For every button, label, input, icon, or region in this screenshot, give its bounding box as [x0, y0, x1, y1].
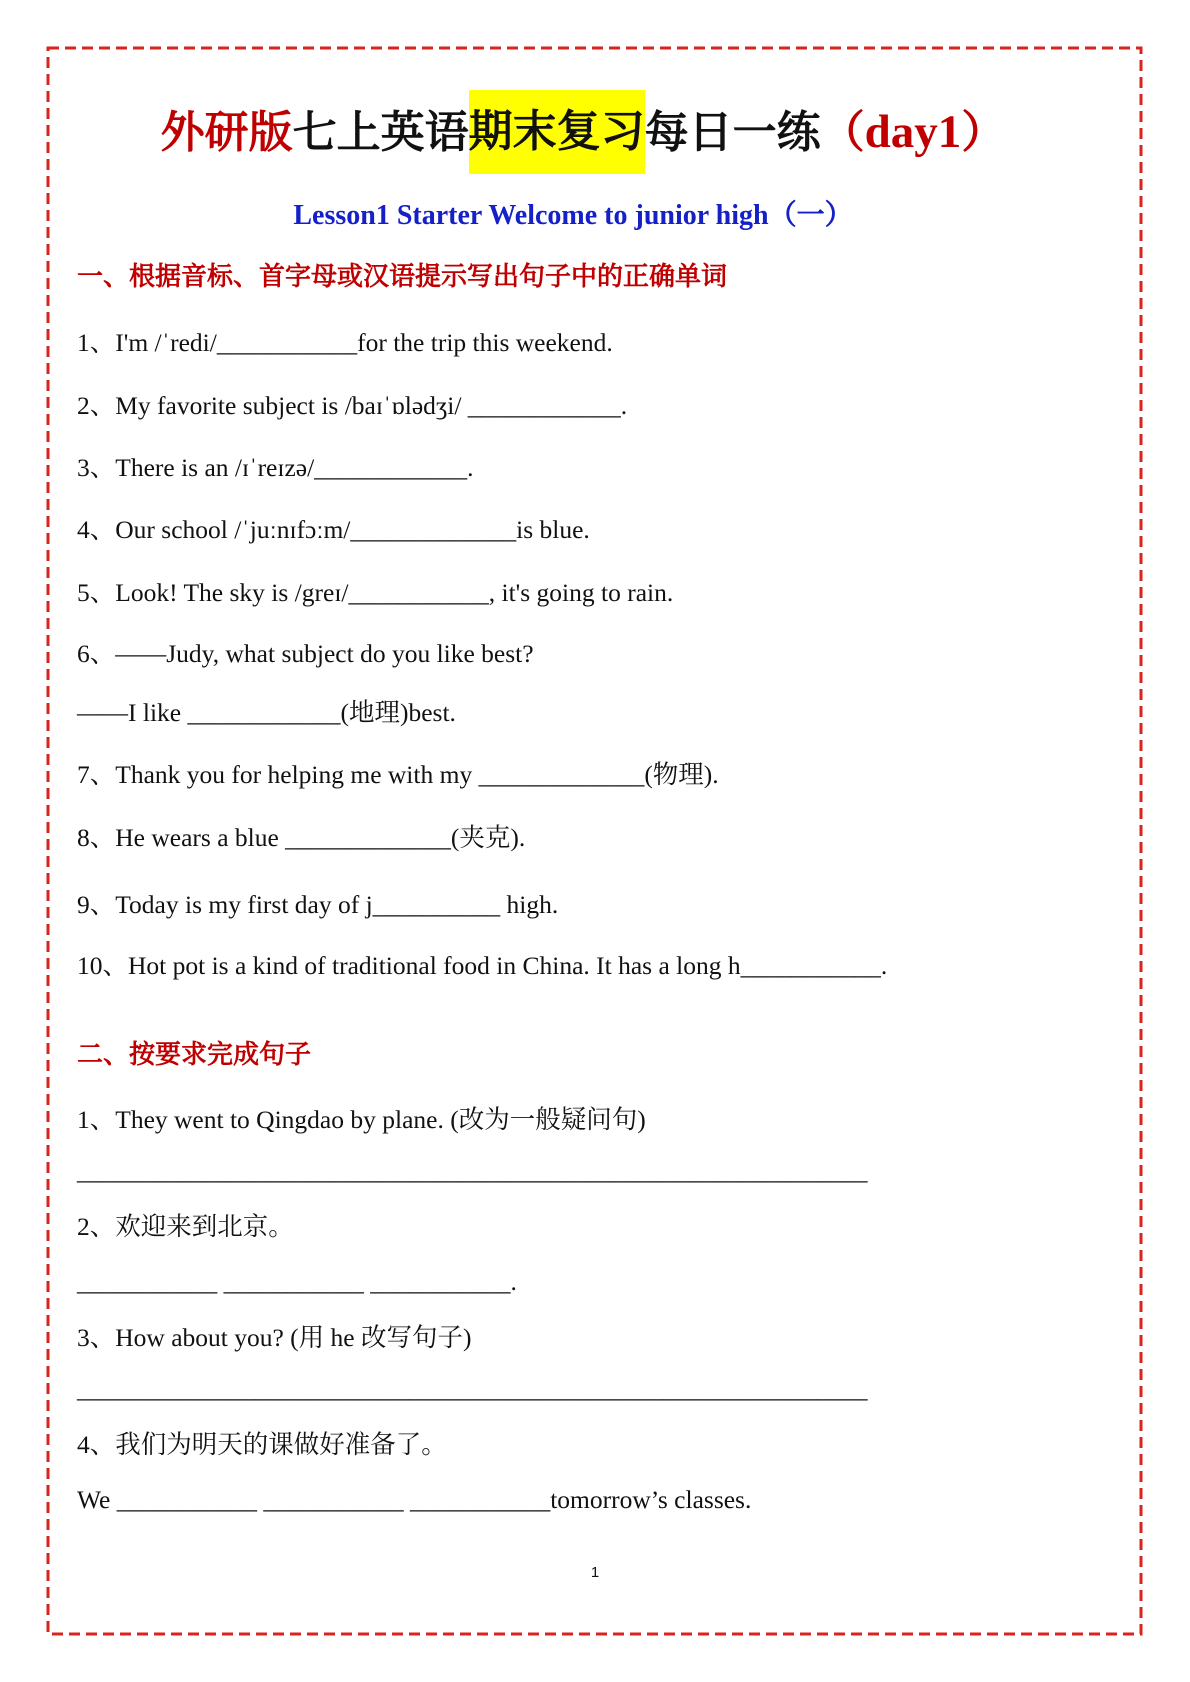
section1-heading: 一、根据音标、首字母或汉语提示写出句子中的正确单词 — [77, 262, 728, 292]
lesson-part: （一） — [768, 198, 853, 231]
title-open-paren: （ — [820, 107, 865, 158]
section2-answer-2: ___________ ___________ ___________. — [77, 1267, 517, 1296]
section1-question-5: 5、Look! The sky is /greɪ/___________, it's going to rain. — [77, 578, 674, 607]
section2-heading: 二、按要求完成句子 — [77, 1040, 312, 1070]
section2-question-4: 4、我们为明天的课做好准备了。 — [77, 1430, 447, 1459]
section1-question-7: 7、Thank you for helping me with my _____________(物理). — [77, 760, 719, 789]
section2-answer-3: ______________________________________________________________ — [77, 1374, 868, 1403]
section1-question-4: 4、Our school /ˈjuːnɪfɔːm/_____________is blue. — [77, 515, 590, 544]
section1-question-6-reply: ——I like ____________(地理)best. — [77, 698, 456, 727]
title-publisher: 外研版 — [160, 107, 293, 158]
section1-question-3: 3、There is an /ɪˈreɪzə/____________. — [77, 453, 474, 482]
section1-question-6: 6、——Judy, what subject do you like best? — [77, 639, 534, 668]
section2-question-2: 2、欢迎来到北京。 — [77, 1212, 294, 1241]
title-day: day1 — [864, 106, 962, 158]
section1-question-8: 8、He wears a blue _____________(夹克). — [77, 823, 526, 852]
page-title — [0, 90, 1166, 174]
title-practice: 每日一练 — [644, 107, 821, 158]
title-close-paren: ） — [961, 107, 1006, 158]
lesson-subtitle — [0, 197, 1146, 234]
section2-answer-1: ______________________________________________________________ — [77, 1156, 868, 1185]
page-number: 1 — [590, 1564, 600, 1581]
title-grade-subject: 七上英语 — [292, 107, 469, 158]
section1-question-1: 1、I'm /ˈredi/___________for the trip this weekend. — [77, 328, 613, 357]
title-highlighted-text: 期末复习 — [469, 90, 645, 174]
section1-question-2: 2、My favorite subject is /baɪˈɒlədʒi/ ____________. — [77, 391, 628, 420]
section2-answer-4: We ___________ ___________ ___________tomorrow’s classes. — [77, 1485, 752, 1514]
section2-question-1: 1、They went to Qingdao by plane. (改为一般疑问句) — [77, 1105, 646, 1134]
section1-question-9: 9、Today is my first day of j__________ high. — [77, 890, 559, 919]
section1-question-10: 10、Hot pot is a kind of traditional food in China. It has a long h___________. — [77, 951, 888, 980]
section2-question-3: 3、How about you? (用 he 改写句子) — [77, 1323, 472, 1352]
lesson-name: Lesson1 Starter Welcome to junior high — [293, 200, 769, 231]
